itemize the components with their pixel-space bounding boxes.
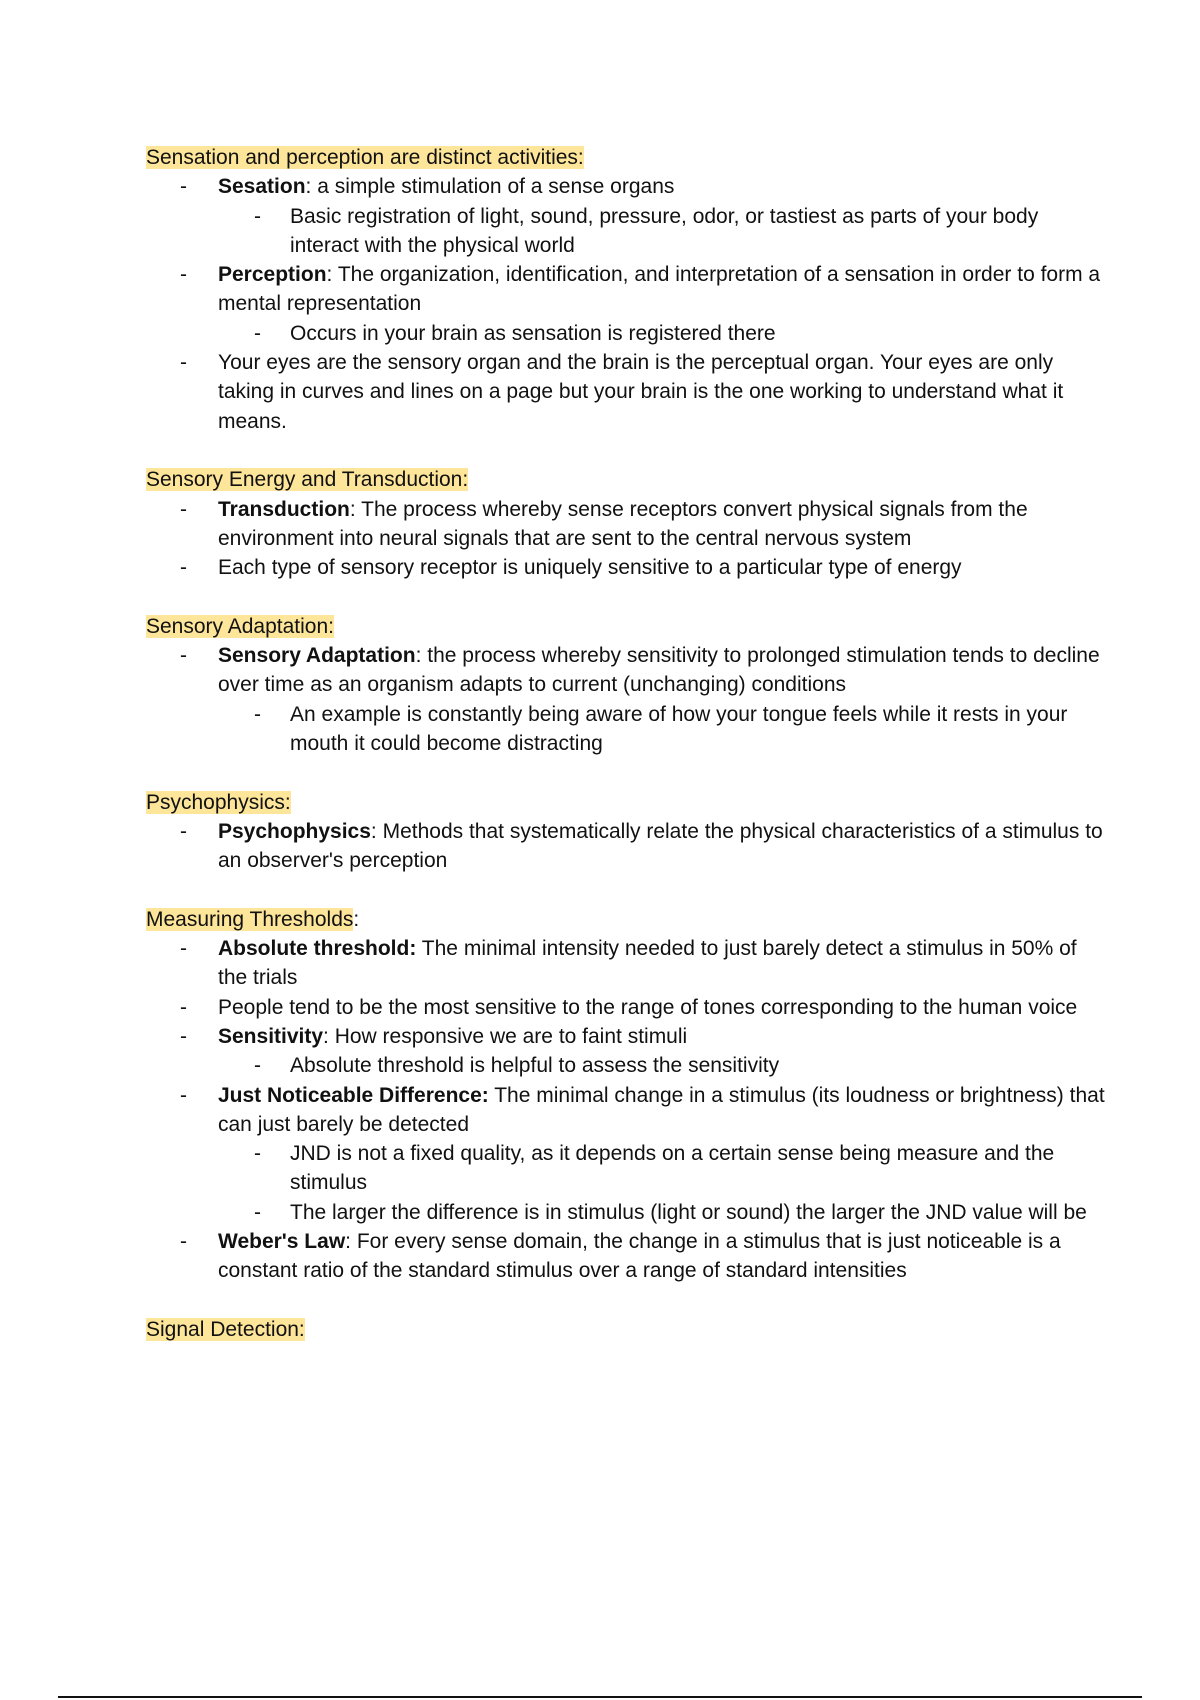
- term: Psychophysics: [218, 819, 371, 843]
- bullet-list: [146, 934, 1106, 1286]
- item-text: Occurs in your brain as sensation is registered there: [290, 321, 776, 345]
- sub-list-item: [146, 202, 1106, 261]
- sub-list-item: [146, 700, 1106, 759]
- sub-list-item: [146, 319, 1106, 348]
- section-heading-suffix: :: [353, 907, 360, 931]
- item-text: : For every sense domain, the change in a stimulus that is just noticeable is a constant ratio of the standard stimulus over a range of standard intensities: [218, 1229, 1061, 1283]
- section-heading: [146, 788, 1106, 817]
- dash-bullet: -: [254, 1142, 261, 1166]
- term: Weber's Law: [218, 1229, 346, 1253]
- item-text: : The process whereby sense receptors convert physical signals from the environment into neural signals that are sent to the central nervous system: [218, 497, 1028, 550]
- section: [146, 905, 1106, 1286]
- dash-bullet: -: [180, 819, 187, 843]
- dash-bullet: -: [254, 321, 261, 345]
- bullet-list: [146, 172, 1106, 436]
- dash-bullet: -: [180, 175, 187, 199]
- sub-list-item: [146, 1051, 1106, 1080]
- list-item: [146, 1227, 1106, 1286]
- item-text: People tend to be the most sensitive to the range of tones corresponding to the human voice: [218, 995, 1078, 1019]
- term: Transduction: [218, 497, 350, 521]
- list-item: [146, 993, 1106, 1022]
- item-text: Absolute threshold is helpful to assess the sensitivity: [290, 1054, 780, 1078]
- section-heading-text: Sensory Adaptation:: [146, 614, 334, 638]
- section-heading: [146, 1315, 1106, 1344]
- term: Absolute threshold:: [218, 937, 417, 961]
- section-heading-text: Measuring Thresholds: [146, 907, 354, 931]
- term: Sesation: [218, 175, 306, 199]
- list-item: [146, 348, 1106, 436]
- list-item: [146, 641, 1106, 700]
- page-bottom-rule: [58, 1696, 1142, 1698]
- dash-bullet: -: [254, 1200, 261, 1224]
- bullet-list: [146, 817, 1106, 876]
- section: [146, 1315, 1106, 1344]
- item-text: The minimal intensity needed to just barely detect a stimulus in 50% of the trials: [218, 937, 1077, 990]
- list-item: [146, 934, 1106, 993]
- section-heading-text: Sensory Energy and Transduction:: [146, 468, 469, 492]
- section: [146, 788, 1106, 876]
- dash-bullet: -: [180, 556, 187, 580]
- sub-list-item: [146, 1139, 1106, 1198]
- item-text: : The organization, identification, and interpretation of a sensation in order to form a mental representation: [218, 263, 1101, 316]
- section: [146, 465, 1106, 582]
- section: [146, 612, 1106, 758]
- dash-bullet: -: [180, 351, 187, 375]
- section-heading: [146, 465, 1106, 494]
- term: Sensory Adaptation: [218, 644, 416, 668]
- item-text: Each type of sensory receptor is uniquely sensitive to a particular type of energy: [218, 556, 962, 580]
- term: Just Noticeable Difference:: [218, 1083, 489, 1107]
- item-text: Basic registration of light, sound, pressure, odor, or tastiest as parts of your body interact with the physical world: [290, 204, 1039, 257]
- term: Sensitivity: [218, 1024, 324, 1048]
- item-text: Your eyes are the sensory organ and the brain is the perceptual organ. Your eyes are only taking in curves and lines on a page but your brain is the one working to understand what it means.: [218, 351, 1064, 433]
- section-heading-text: Psychophysics:: [146, 790, 291, 814]
- list-item: [146, 553, 1106, 582]
- dash-bullet: -: [180, 937, 187, 961]
- item-text: : a simple stimulation of a sense organs: [305, 175, 675, 199]
- dash-bullet: -: [180, 1024, 187, 1048]
- dash-bullet: -: [180, 1083, 187, 1107]
- item-text: The larger the difference is in stimulus (light or sound) the larger the JND value will be: [290, 1200, 1087, 1224]
- bullet-list: [146, 641, 1106, 758]
- dash-bullet: -: [180, 995, 187, 1019]
- item-text: An example is constantly being aware of how your tongue feels while it rests in your mouth it could become distracting: [290, 702, 1068, 755]
- item-text: The minimal change in a stimulus (its loudness or brightness) that can just barely be detected: [218, 1083, 1105, 1136]
- section-heading-text: Sensation and perception are distinct activities:: [146, 146, 584, 169]
- item-text: : the process whereby sensitivity to prolonged stimulation tends to decline over time as an organism adapts to current (unchanging) conditions: [218, 644, 1100, 697]
- bullet-list: [146, 495, 1106, 583]
- section-heading: [146, 143, 1106, 172]
- dash-bullet: -: [254, 1054, 261, 1078]
- dash-bullet: -: [254, 702, 261, 726]
- section: [146, 143, 1106, 436]
- list-item: [146, 172, 1106, 201]
- list-item: [146, 1022, 1106, 1051]
- term: Perception: [218, 263, 327, 287]
- item-text: : How responsive we are to faint stimuli: [323, 1024, 688, 1048]
- dash-bullet: -: [180, 644, 187, 668]
- item-text: : Methods that systematically relate the physical characteristics of a stimulus to an observer's perception: [218, 819, 1103, 873]
- dash-bullet: -: [180, 497, 187, 521]
- section-heading: [146, 612, 1106, 641]
- list-item: [146, 1081, 1106, 1140]
- item-text: JND is not a fixed quality, as it depends on a certain sense being measure and the stimulus: [290, 1142, 1055, 1195]
- dash-bullet: -: [254, 204, 261, 228]
- list-item: [146, 260, 1106, 319]
- dash-bullet: -: [180, 263, 187, 287]
- notes-body: [146, 143, 1106, 1373]
- list-item: [146, 495, 1106, 554]
- dash-bullet: -: [180, 1229, 187, 1253]
- section-heading: [146, 905, 1106, 934]
- list-item: [146, 817, 1106, 876]
- section-heading-text: Signal Detection:: [146, 1317, 305, 1341]
- sub-list-item: [146, 1198, 1106, 1227]
